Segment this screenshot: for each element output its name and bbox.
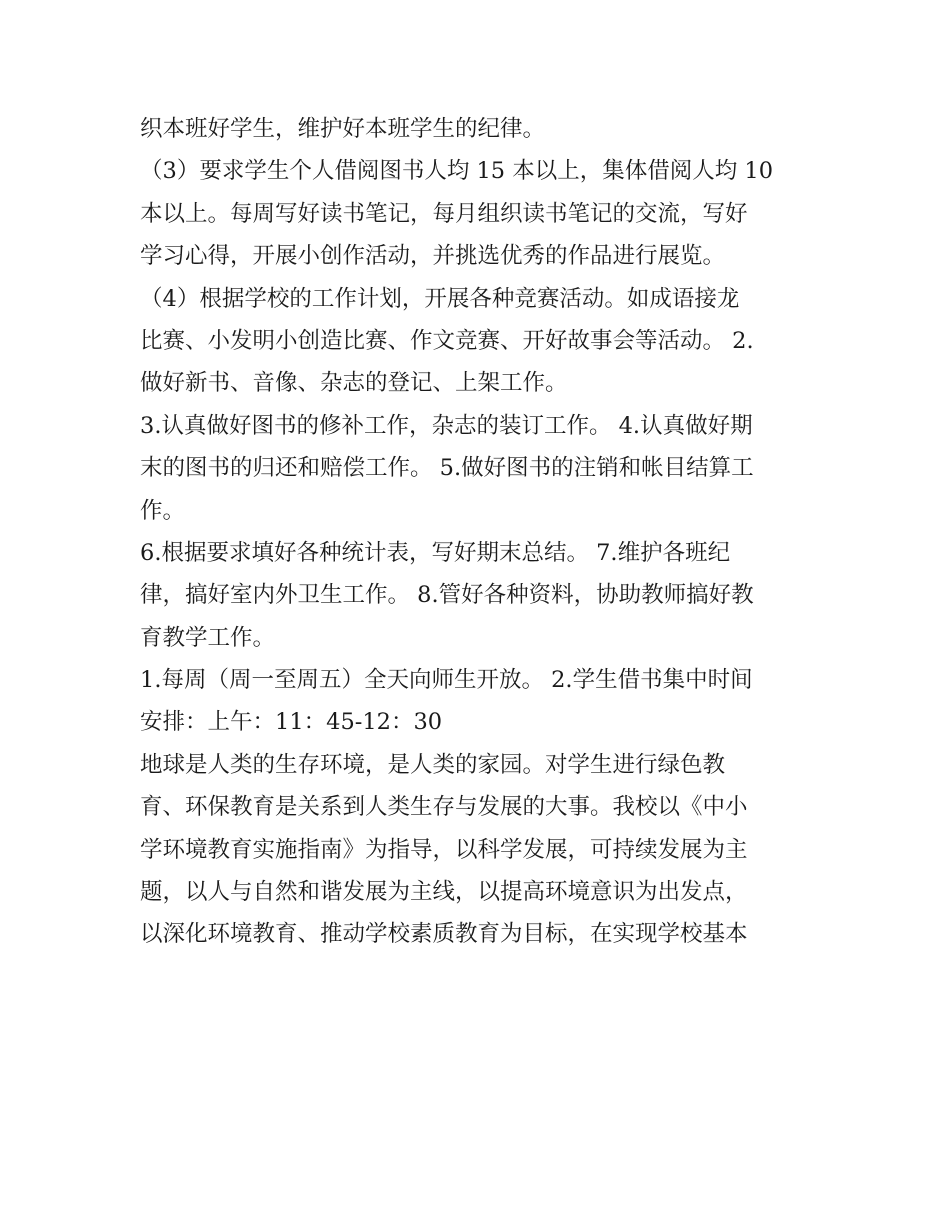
text-line: 学环境教育实施指南》为指导，以科学发展，可持续发展为主 [140, 836, 748, 863]
text-line: （4）根据学校的工作计划，开展各种竞赛活动。如成语接龙 [140, 285, 740, 312]
text-line: （3）要求学生个人借阅图书人均 15 本以上，集体借阅人均 10 [140, 158, 774, 185]
text-line: 以深化环境教育、推动学校素质教育为目标，在实现学校基本 [140, 921, 748, 948]
body-text [140, 108, 812, 956]
text-line: 律，搞好室内外卫生工作。 8.管好各种资料，协助教师搞好教 [140, 582, 754, 609]
text-line: 学习心得，开展小创作活动，并挑选优秀的作品进行展览。 [140, 243, 726, 270]
text-line: 做好新书、音像、杂志的登记、上架工作。 [140, 370, 568, 397]
text-line: 安排：上午：11：45-12：30 [140, 709, 443, 736]
text-line: 6.根据要求填好各种统计表，写好期末总结。 7.维护各班纪 [140, 539, 731, 566]
text-line: 3.认真做好图书的修补工作，杂志的装订工作。 4.认真做好期 [140, 412, 753, 439]
text-line: 育教学工作。 [140, 624, 276, 651]
text-line: 题，以人与自然和谐发展为主线，以提高环境意识为出发点， [140, 879, 748, 906]
text-line: 织本班好学生，维护好本班学生的纪律。 [140, 116, 546, 142]
text-line: 作。 [140, 497, 186, 524]
text-line: 地球是人类的生存环境，是人类的家园。对学生进行绿色教 [140, 751, 726, 778]
text-line: 末的图书的归还和赔偿工作。 5.做好图书的注销和帐目结算工 [140, 455, 754, 482]
text-line: 1.每周（周一至周五）全天向师生开放。 2.学生借书集中时间 [140, 667, 753, 694]
text-line: 比赛、小发明小创造比赛、作文竞赛、开好故事会等活动。 2. [140, 327, 754, 354]
text-line: 本以上。每周写好读书笔记，每月组织读书笔记的交流，写好 [140, 200, 748, 227]
text-line: 育、环保教育是关系到人类生存与发展的大事。我校以《中小 [140, 794, 748, 821]
